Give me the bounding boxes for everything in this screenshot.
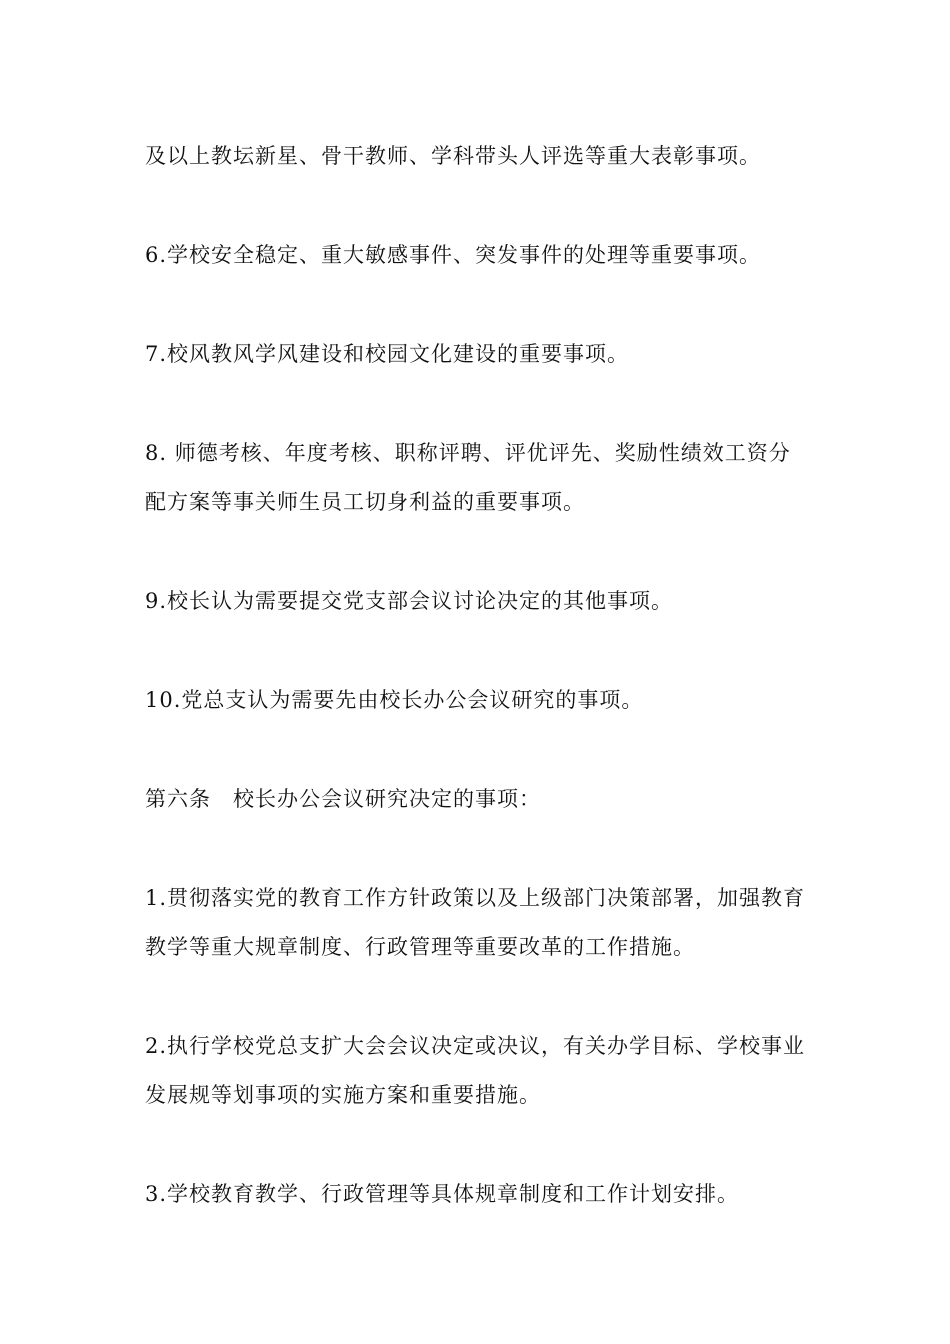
paragraph-item-7: 7.校风教风学风建设和校园文化建设的重要事项。 bbox=[145, 342, 630, 366]
paragraph-item-6: 6.学校安全稳定、重大敏感事件、突发事件的处理等重要事项。 bbox=[145, 243, 762, 267]
paragraph-item-8: 8. 师德考核、年度考核、职称评聘、评优评先、奖励性绩效工资分配方案等事关师生员工切身利益的重要事项。 bbox=[145, 441, 791, 514]
document-body bbox=[145, 132, 810, 1219]
paragraph-article6-item-2: 2.执行学校党总支扩大会会议决定或决议，有关办学目标、学校事业发展规等划事项的实施方案和重要措施。 bbox=[145, 1034, 806, 1107]
paragraph-article6-item-1: 1.贯彻落实党的教育工作方针政策以及上级部门决策部署，加强教育教学等重大规章制度、行政管理等重要改革的工作措施。 bbox=[145, 886, 806, 959]
paragraph-item-9: 9.校长认为需要提交党支部会议讨论决定的其他事项。 bbox=[145, 589, 674, 613]
paragraph-article6-item-3: 3.学校教育教学、行政管理等具体规章制度和工作计划安排。 bbox=[145, 1182, 740, 1206]
paragraph-honors: 及以上教坛新星、骨干教师、学科带头人评选等重大表彰事项。 bbox=[145, 144, 761, 168]
article-six-heading: 第六条 校长办公会议研究决定的事项： bbox=[145, 787, 541, 811]
paragraph-item-10: 10.党总支认为需要先由校长办公会议研究的事项。 bbox=[145, 688, 644, 712]
